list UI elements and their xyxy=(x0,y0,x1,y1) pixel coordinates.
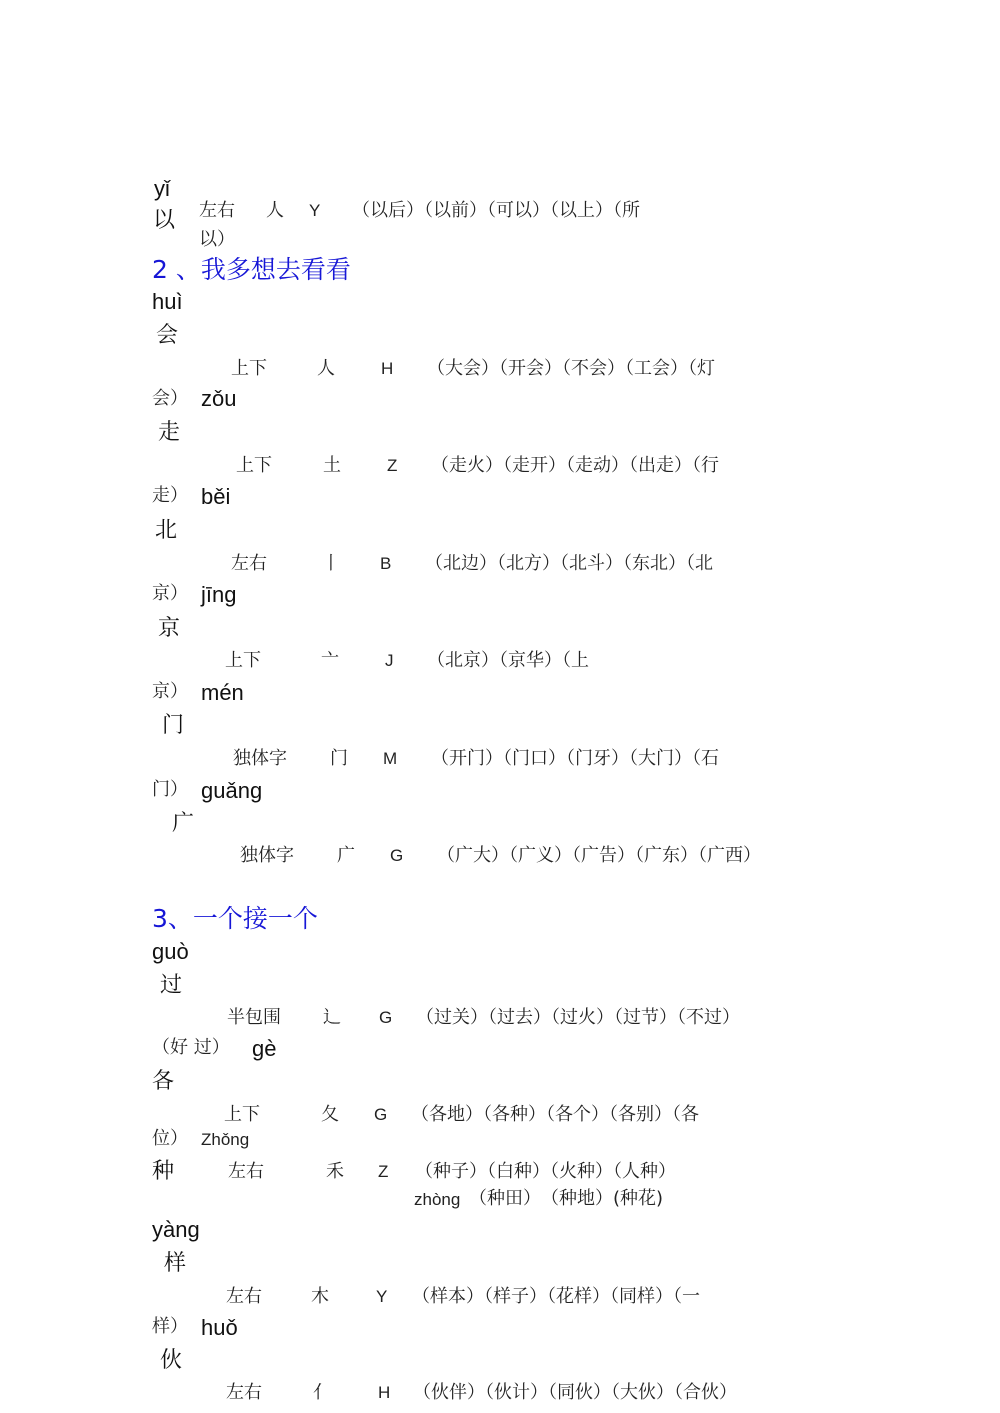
letter-guo: G xyxy=(379,1008,393,1027)
words-hui: （大会）（开会）（不会）（工会）（灯 xyxy=(427,358,715,379)
words-cont-guo: （好 过） xyxy=(152,1037,230,1058)
char-yi: 以 xyxy=(153,208,176,233)
words-yi: （以后）（以前）（可以）（以上）（所 xyxy=(352,200,640,221)
words-yang: （样本）（样子）（花样）（同样）（一 xyxy=(412,1286,700,1307)
radical-bei: 丨 xyxy=(322,553,340,574)
char-men: 门 xyxy=(162,713,185,738)
pinyin-men: mén xyxy=(201,680,244,705)
structure-yi: 左右 xyxy=(199,200,235,221)
letter-yang: Y xyxy=(376,1287,388,1306)
letter-huo: H xyxy=(378,1383,391,1402)
pinyin-hui: huì xyxy=(152,289,183,314)
words-guo: （过关）（过去）（过火）（过节）（不过） xyxy=(416,1007,740,1028)
pinyin-zhong: Zhǒng xyxy=(201,1130,250,1149)
structure-zhong: 左右 xyxy=(228,1161,264,1182)
words-men: （开门）（门口）（门牙）（大门）（石 xyxy=(431,748,719,769)
radical-ge: 夂 xyxy=(321,1104,339,1125)
words-cont-hui: 会） xyxy=(152,388,188,409)
char-ge: 各 xyxy=(152,1069,175,1094)
letter-men: M xyxy=(383,749,398,768)
letter-zou: Z xyxy=(387,456,398,475)
letter-zhong: Z xyxy=(378,1162,389,1181)
radical-yi: 人 xyxy=(266,200,284,221)
letter-jing: J xyxy=(385,651,394,670)
radical-jing: 亠 xyxy=(321,650,339,671)
pinyin-ge: gè xyxy=(252,1036,277,1061)
words-zou: （走火）（走开）（走动）（出走）（行 xyxy=(431,455,719,476)
words-huo: （伙伴）（伙计）（同伙）（大伙）（合伙） xyxy=(413,1382,737,1403)
structure-huo: 左右 xyxy=(226,1382,262,1403)
pinyin-jing: jīng xyxy=(201,582,237,607)
words-cont-yi: 以） xyxy=(199,229,235,250)
words-cont-men: 门） xyxy=(152,779,188,800)
words-zhong: （种子）（白种）（火种）（人种） xyxy=(415,1161,676,1182)
pinyin-guang: guǎng xyxy=(201,778,263,803)
radical-men: 门 xyxy=(330,748,348,769)
radical-zhong: 禾 xyxy=(326,1161,344,1182)
structure-bei: 左右 xyxy=(231,553,267,574)
letter-bei: B xyxy=(380,554,392,573)
char-zou: 走 xyxy=(158,420,181,445)
pinyin-yi: yǐ xyxy=(154,176,170,201)
structure-jing: 上下 xyxy=(225,650,261,671)
section-heading-2: 2 、我多想去看看 xyxy=(152,255,351,284)
char-guang: 广 xyxy=(172,811,195,836)
words-cont-yang: 样） xyxy=(152,1316,188,1337)
structure-men: 独体字 xyxy=(233,748,287,769)
radical-guang: 广 xyxy=(337,845,355,866)
letter-ge: G xyxy=(374,1105,388,1124)
words-jing: （北京）（京华）（上 xyxy=(427,650,589,671)
char-jing: 京 xyxy=(158,616,181,641)
pinyin-bei: běi xyxy=(201,484,231,509)
char-zhong: 种 xyxy=(152,1159,175,1184)
radical-yang: 木 xyxy=(311,1286,329,1307)
letter-guang: G xyxy=(390,846,404,865)
radical-guo: 辶 xyxy=(323,1007,341,1028)
letter-hui: H xyxy=(381,359,394,378)
structure-ge: 上下 xyxy=(224,1104,260,1125)
words-cont-ge: 位） xyxy=(152,1128,188,1149)
pinyin-guo: guò xyxy=(152,939,189,964)
structure-yang: 左右 xyxy=(226,1286,262,1307)
pinyin-zhong-alt: zhòng xyxy=(414,1190,461,1209)
section-heading-3: 3、一个接一个 xyxy=(152,904,318,933)
structure-hui: 上下 xyxy=(231,358,267,379)
char-bei: 北 xyxy=(155,518,178,543)
words-zhong-alt: （种田） （种地）(种花) xyxy=(469,1188,664,1209)
char-huo: 伙 xyxy=(160,1348,183,1373)
structure-guang: 独体字 xyxy=(240,845,294,866)
radical-huo: 亻 xyxy=(313,1382,331,1403)
words-cont-jing: 京） xyxy=(152,681,188,702)
pinyin-huo: huǒ xyxy=(201,1315,238,1340)
radical-zou: 土 xyxy=(323,455,341,476)
pinyin-yang: yàng xyxy=(152,1217,200,1242)
letter-yi: Y xyxy=(309,201,321,220)
radical-hui: 人 xyxy=(317,358,335,379)
words-cont-bei: 京） xyxy=(152,583,188,604)
structure-guo: 半包围 xyxy=(227,1007,281,1028)
words-cont-zou: 走） xyxy=(152,485,188,506)
char-guo: 过 xyxy=(160,973,183,998)
char-yang: 样 xyxy=(164,1251,187,1276)
pinyin-zou: zǒu xyxy=(201,386,237,411)
words-guang: （广大）（广义）（广告）（广东）（广西） xyxy=(437,845,761,866)
words-ge: （各地）（各种）（各个）（各别）（各 xyxy=(411,1104,699,1125)
words-bei: （北边）（北方）（北斗）（东北）（北 xyxy=(425,553,713,574)
char-hui: 会 xyxy=(156,323,179,348)
structure-zou: 上下 xyxy=(236,455,272,476)
